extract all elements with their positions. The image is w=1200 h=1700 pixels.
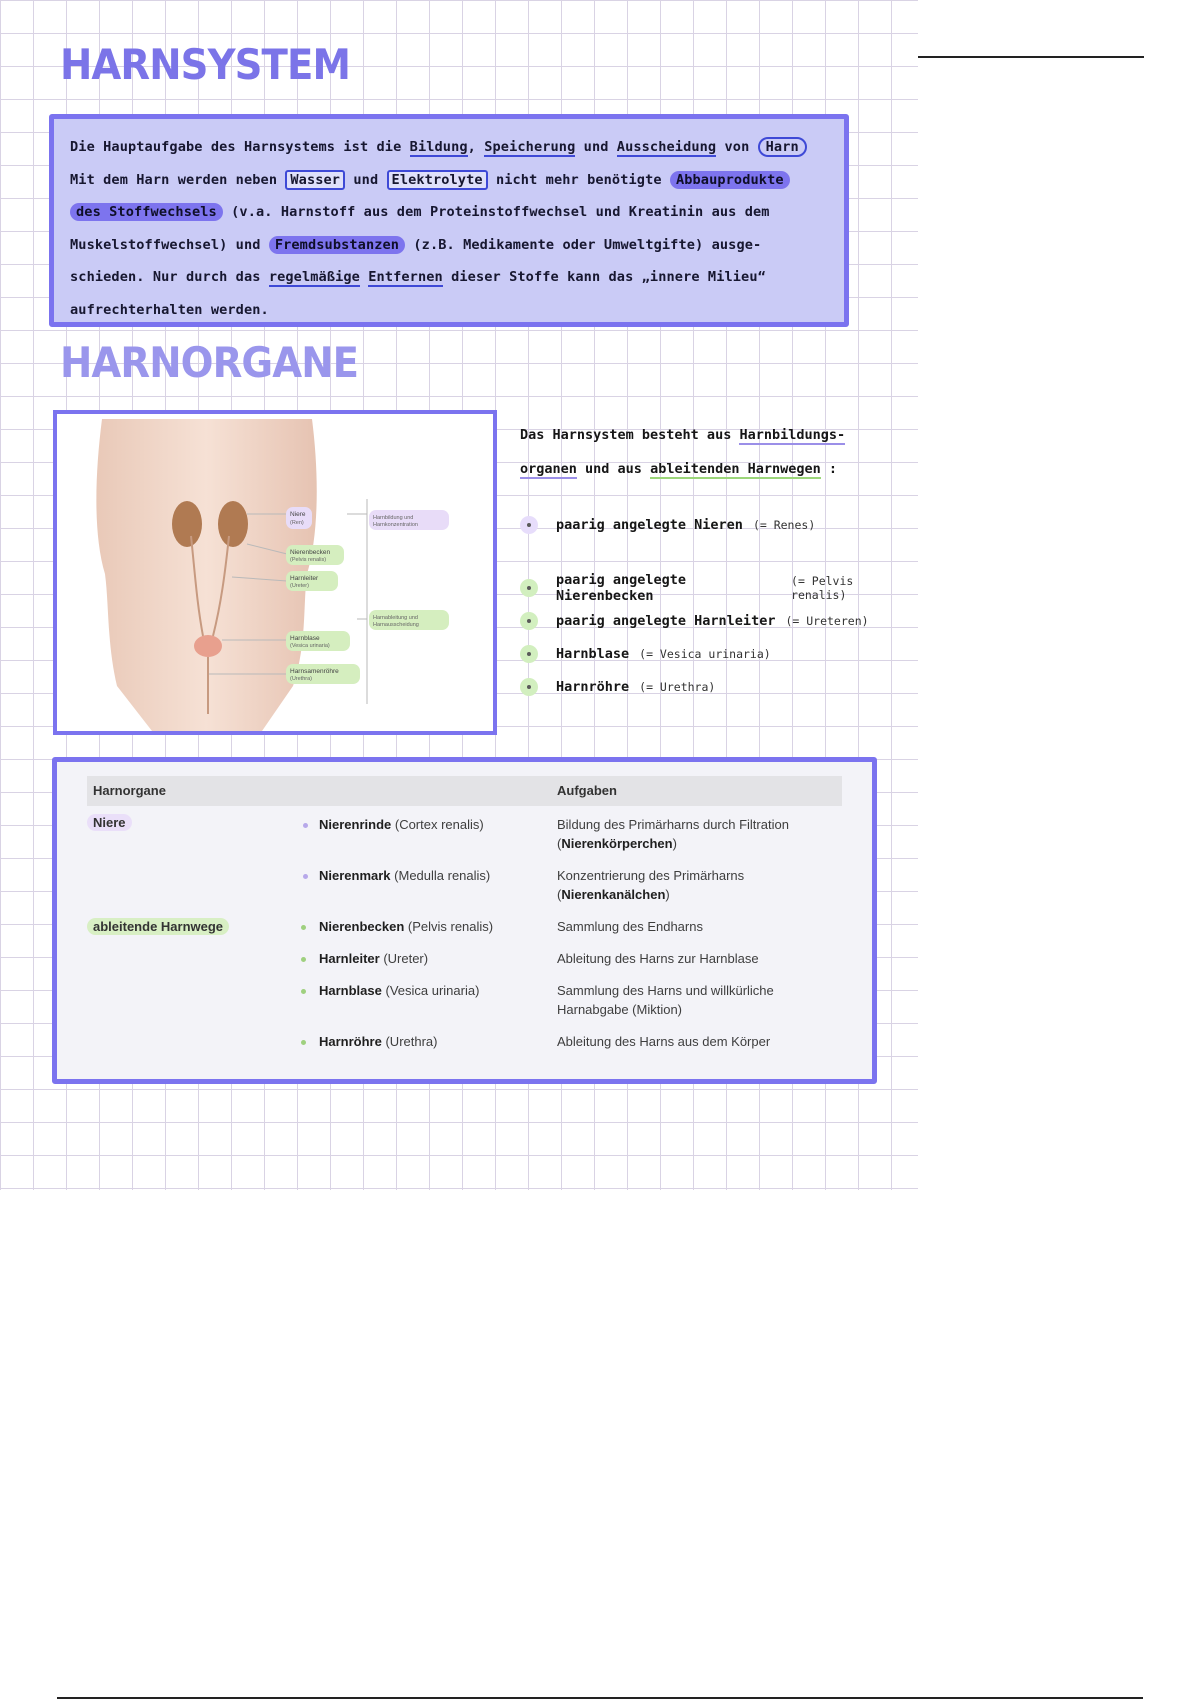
svg-text:Harnkonzentration: Harnkonzentration [373, 522, 418, 528]
column-header-aufgaben: Aufgaben [557, 783, 617, 798]
svg-text:Nierenbecken: Nierenbecken [290, 549, 331, 556]
svg-text:(Pelvis renalis): (Pelvis renalis) [290, 557, 327, 563]
row-bullet-icon [301, 925, 306, 930]
group-tag-ableitende-harnwege: ableitende Harnwege [87, 918, 229, 935]
bullet-dot-icon [520, 516, 538, 534]
intro-line: Muskelstoffwechsel) und Fremdsubstanzen (z.B. Medikamente oder Umweltgifte) ausge- [70, 236, 762, 253]
svg-text:Harnblase: Harnblase [290, 635, 320, 642]
left-kidney [172, 501, 202, 547]
list-item: paarig angelegte Nieren (= Renes) [520, 508, 910, 541]
list-item: Harnröhre (= Urethra) [520, 670, 910, 703]
row-bullet-icon [301, 957, 306, 962]
svg-text:Harnleiter: Harnleiter [290, 575, 319, 582]
intro-line: Die Hauptaufgabe des Harnsystems ist die Bildung, Speicherung und Ausscheidung von Harn [70, 131, 828, 164]
svg-text:Harnausscheidung: Harnausscheidung [373, 622, 419, 628]
harnorgane-table: Harnorgane Aufgaben Niere ableitende Harnwege Nierenrinde (Cortex renalis) Bildung des Primärharns durch Filtration (Nierenkörperchen) Nierenmark (Medulla renalis) Konzentrierung des Primärharns (Nierenkanälchen) Nierenbecken (Pelvis renalis) Sammlung des Endharns Harnleiter (Ureter) Ableitung des Harns zur Harnblase Harnblase (Vesica urinaria) Sammlung des Harns und willkürliche Harnabgabe (Miktion) Harnröhre (Urethra) Ableitung des Harns aus dem Körper [52, 757, 877, 1084]
svg-text:Harnableitung und: Harnableitung und [373, 615, 418, 621]
table-header [87, 776, 842, 806]
bullet-dot-icon [520, 579, 538, 597]
row-bullet-icon [303, 874, 308, 879]
group-tag-niere: Niere [87, 814, 132, 831]
intro-line: aufrechterhalten werden. [70, 301, 269, 318]
header-rule [918, 56, 1144, 58]
organ-list [520, 508, 910, 703]
intro-line: schieden. Nur durch das regelmäßige Entfernen dieser Stoffe kann das „innere Milieu“ [70, 269, 766, 285]
heading-harnsystem: HARNSYSTEM [60, 40, 350, 89]
svg-text:Niere: Niere [290, 511, 306, 518]
svg-text:Harnsamenröhre: Harnsamenröhre [290, 668, 339, 675]
footer-rule [57, 1697, 1143, 1699]
row-bullet-icon [301, 1040, 306, 1045]
bullet-dot-icon [520, 645, 538, 663]
row-bullet-icon [301, 989, 306, 994]
svg-text:(Ureter): (Ureter) [290, 583, 309, 589]
column-header-harnorgane: Harnorgane [93, 783, 166, 798]
list-item: Harnblase (= Vesica urinaria) [520, 637, 910, 670]
heading-harnorgane: HARNORGANE [60, 338, 359, 387]
list-item: paarig angelegte Harnleiter (= Ureteren) [520, 604, 910, 637]
svg-text:Harnbildung und: Harnbildung und [373, 515, 414, 521]
svg-text:(Urethra): (Urethra) [290, 676, 313, 682]
svg-text:(Vesica urinaria): (Vesica urinaria) [290, 643, 330, 649]
intro-box [49, 114, 849, 327]
svg-text:(Ren): (Ren) [290, 520, 304, 526]
bullet-dot-icon [520, 612, 538, 630]
anatomy-figure [57, 414, 493, 731]
intro-line: des Stoffwechsels (v.a. Harnstoff aus dem Proteinstoffwechsel und Kreatinin aus dem [70, 196, 828, 229]
intro-line: Mit dem Harn werden neben Wasser und Elektrolyte nicht mehr benötigte Abbauprodukte [70, 164, 828, 197]
harnorgane-notes [520, 418, 910, 703]
right-kidney [218, 501, 248, 547]
notes-intro: Das Harnsystem besteht aus Harnbildungs- organen und aus ableitenden Harnwegen : [520, 427, 846, 477]
intro-text [70, 131, 828, 326]
list-item: paarig angelegte Nierenbecken (= Pelvis renalis) [520, 571, 910, 604]
bullet-dot-icon [520, 678, 538, 696]
row-bullet-icon [303, 823, 308, 828]
torso-shape [96, 419, 316, 731]
urinary-system-illustration [53, 410, 497, 735]
bladder [194, 635, 222, 657]
